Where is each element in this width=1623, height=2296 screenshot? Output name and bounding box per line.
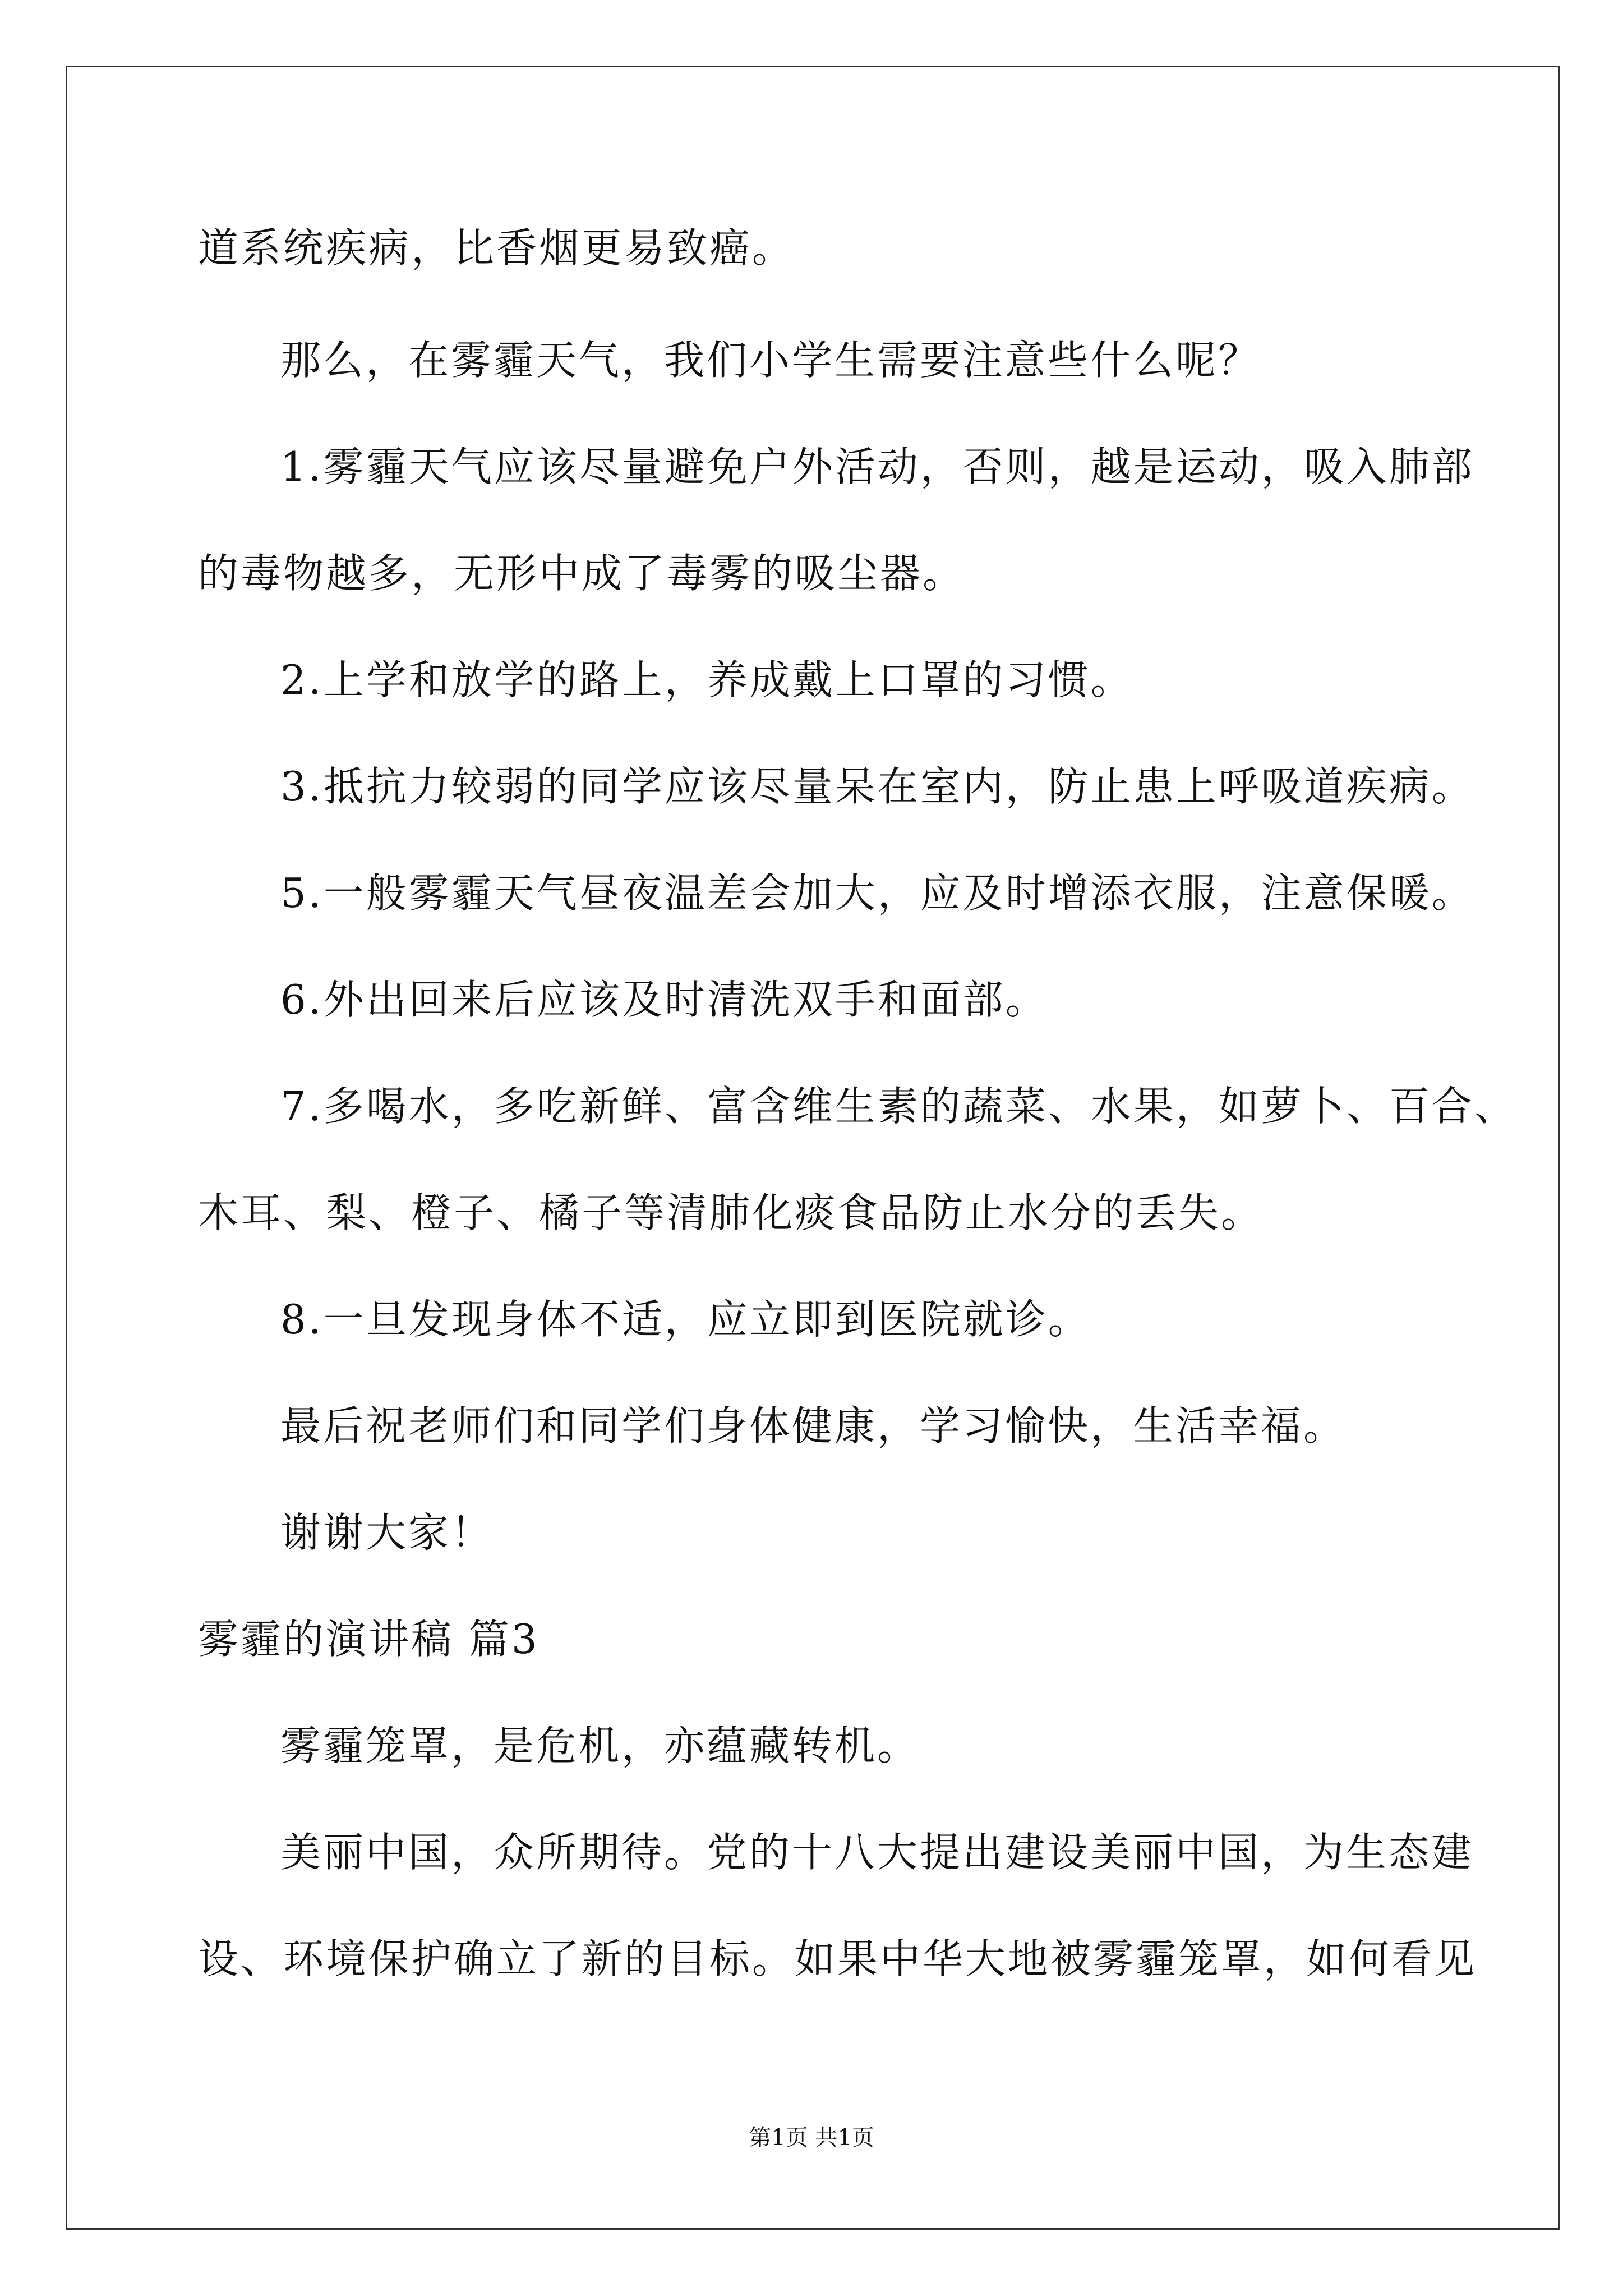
body-line: 最后祝老师们和同学们身体健康，学习愉快，生活幸福。 (280, 1402, 1347, 1450)
body-line: 3.抵抗力较弱的同学应该尽量呆在室内，防止患上呼吸道疾病。 (280, 763, 1474, 810)
body-line: 设、环境保护确立了新的目标。如果中华大地被雾霾笼罩，如何看见 (198, 1935, 1477, 1982)
page-footer: 第1页 共1页 (749, 2125, 874, 2151)
body-line: 6.外出回来后应该及时清洗双手和面部。 (280, 976, 1048, 1023)
body-line: 1.雾霾天气应该尽量避免户外活动，否则，越是运动，吸入肺部 (280, 443, 1474, 490)
body-line: 2.上学和放学的路上，养成戴上口罩的习惯。 (280, 656, 1133, 703)
body-line: 木耳、梨、橙子、橘子等清肺化痰食品防止水分的丢失。 (198, 1189, 1264, 1236)
body-line: 美丽中国，众所期待。党的十八大提出建设美丽中国，为生态建 (280, 1829, 1474, 1876)
body-line: 5.一般雾霾天气昼夜温差会加大，应及时增添衣服，注意保暖。 (280, 869, 1474, 917)
page-border (66, 66, 1560, 2230)
body-line: 7.多喝水，多吃新鲜、富含维生素的蔬菜、水果，如萝卜、百合、 (280, 1083, 1517, 1130)
body-line: 谢谢大家！ (280, 1509, 494, 1556)
body-line: 雾霾笼罩，是危机，亦蕴藏转机。 (280, 1722, 920, 1769)
body-line: 8.一旦发现身体不适，应立即到医院就诊。 (280, 1296, 1091, 1343)
body-line: 道系统疾病，比香烟更易致癌。 (198, 224, 795, 272)
section-heading: 雾霾的演讲稿 篇3 (198, 1616, 540, 1663)
body-line: 那么，在雾霾天气，我们小学生需要注意些什么呢？ (280, 337, 1261, 384)
body-line: 的毒物越多，无形中成了毒雾的吸尘器。 (198, 550, 966, 597)
